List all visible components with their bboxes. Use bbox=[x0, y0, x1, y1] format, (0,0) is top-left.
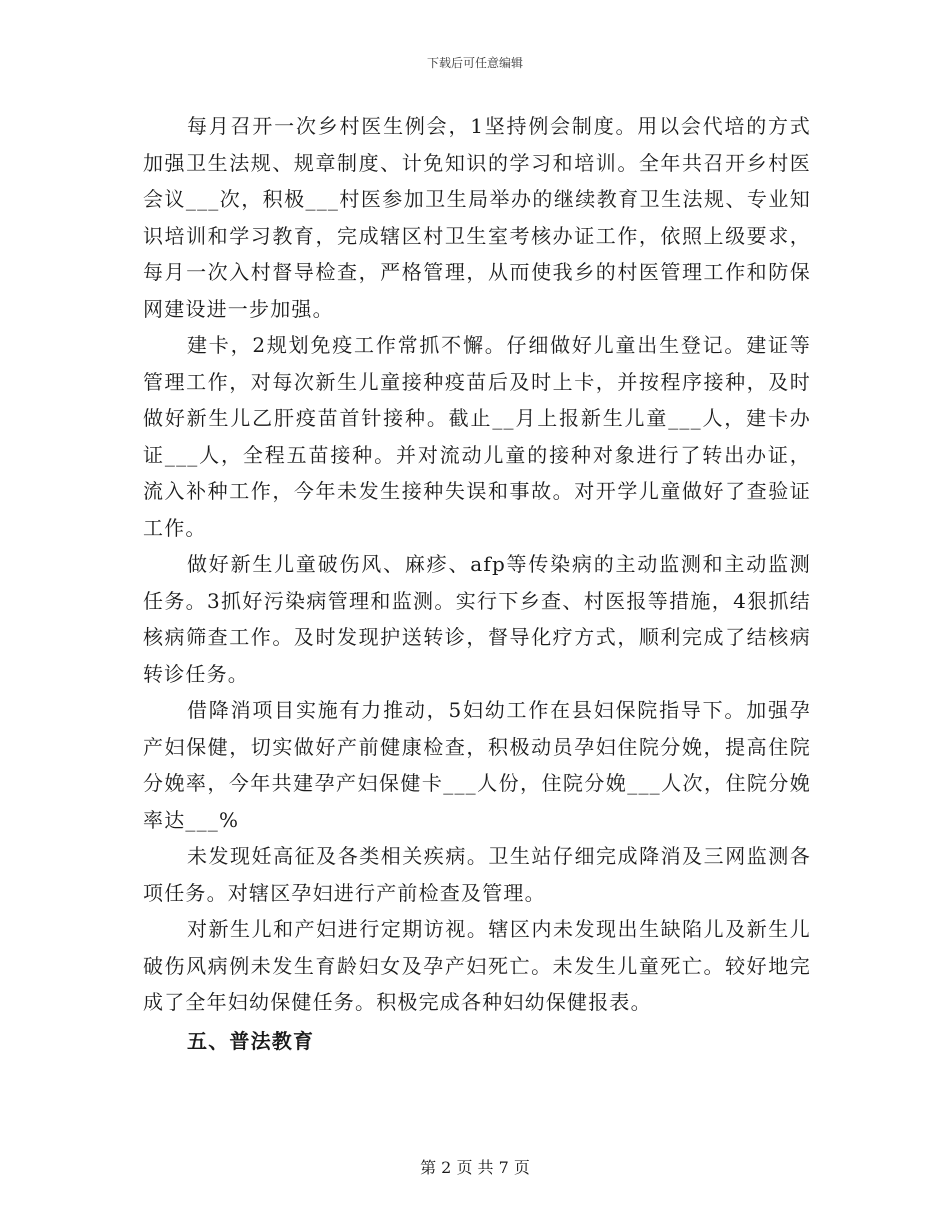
paragraph-maternal-child-health: 借降消项目实施有力推动，5妇幼工作在县妇保院指导下。加强孕产妇保健，切实做好产前健康检查，积极动员孕妇住院分娩，提高住院分娩率，今年共建孕产妇保健卡___人份，住院分娩___人次，住院分娩率达___% bbox=[143, 698, 811, 832]
page-header: 下载后可任意编辑 bbox=[426, 56, 523, 70]
paragraph-monitoring: 未发现妊高征及各类相关疾病。卫生站仔细完成降消及三网监测各项任务。对辖区孕妇进行产前检查及管理。 bbox=[143, 844, 811, 905]
paragraph-immunization: 建卡，2规划免疫工作常抓不懈。仔细做好儿童出生登记。建证等管理工作，对每次新生儿童接种疫苗后及时上卡，并按程序接种，及时做好新生儿乙肝疫苗首针接种。截止__月上报新生儿童___人，建卡办证___人，全程五苗接种。并对流动儿童的接种对象进行了转出办证，流入补种工作，今年未发生接种失误和事故。对开学儿童做好了查验证工作。 bbox=[143, 333, 811, 540]
document-body bbox=[143, 108, 811, 1059]
page-number: 第 2 页 共 7 页 bbox=[420, 1158, 530, 1177]
section-heading: 五、普法教育 bbox=[187, 1028, 315, 1053]
paragraph-village-doctor-meetings: 每月召开一次乡村医生例会，1坚持例会制度。用以会代培的方式加强卫生法规、规章制度、计免知识的学习和培训。全年共召开乡村医会议___次，积极___村医参加卫生局举办的继续教育卫生法规、专业知识培训和学习教育，完成辖区村卫生室考核办证工作，依照上级要求，每月一次入村督导检查，严格管理，从而使我乡的村医管理工作和防保网建设进一步加强。 bbox=[143, 114, 811, 321]
paragraph-newborn-visits: 对新生儿和产妇进行定期访视。辖区内未发现出生缺陷儿及新生儿破伤风病例未发生育龄妇女及孕产妇死亡。未发生儿童死亡。较好地完成了全年妇幼保健任务。积极完成各种妇幼保健报表。 bbox=[143, 917, 811, 1014]
paragraph-infectious-disease: 做好新生儿童破伤风、麻疹、afp等传染病的主动监测和主动监测任务。3抓好污染病管理和监测。实行下乡查、村医报等措施，4狠抓结核病筛查工作。及时发现护送转诊，督导化疗方式，顺利完成了结核病转诊任务。 bbox=[143, 552, 811, 686]
